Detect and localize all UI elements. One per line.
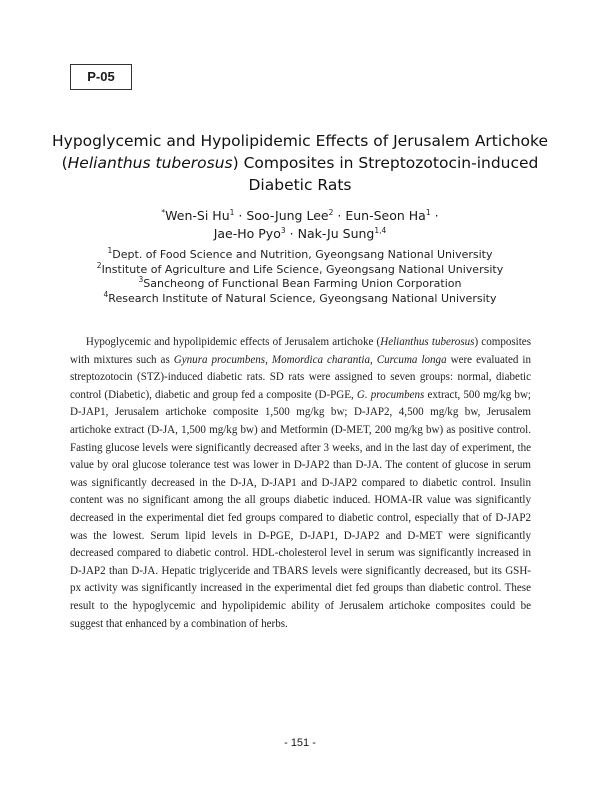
abstract-italic: G. procumbens [356,388,425,401]
affiliation-text: Dept. of Food Science and Nutrition, Gyeongsang National University [112,248,493,261]
abstract-paragraph [70,334,531,633]
author-name: Wen-Si Hu [165,208,230,223]
title-species: Helianthus tuberosus [67,154,233,172]
author-name: Soo-Jung Lee [246,208,329,223]
title-line-2-rest: ) Composites in Streptozotocin-induced [232,154,539,172]
affiliation-text: Research Institute of Natural Science, Gyeongsang National University [108,291,497,305]
title-line-2 [40,152,560,174]
author-line-1 [40,207,560,225]
title-line-3: Diabetic Rats [248,176,352,194]
affiliation-text: Sancheong of Functional Bean Farming Union Corporation [143,277,462,291]
author-line-2 [40,225,560,243]
author-name: Jae-Ho Pyo [213,226,281,241]
author-sup: 1 [229,208,235,217]
paper-title [40,130,560,196]
affiliation-item [40,260,560,278]
affiliation-item [40,248,560,263]
abstract-italic: Helianthus tuberosus [380,336,475,348]
title-paren-open: ( [61,154,68,172]
author-list [40,207,560,243]
abstract-text: were evaluated in streptozotocin (STZ)-induced diabetic rats. SD rats were assigned to seven groups: normal, diabetic control (Diabetic), diabetic and group fed a composite (D-PGE, [70,353,531,401]
abstract-italic: Gynura procumbens, Momordica charantia, Curcuma longa [173,353,447,366]
affiliation-list [40,248,560,306]
abstract-text: ) composites with mixtures such as [70,336,532,366]
author-sup: 1 [425,208,431,217]
abstract-text: extract, 500 mg/kg bw; D-JAP1, Jerusalem artichoke composite 1,500 mg/kg bw; D-JAP2, 4,500 mg/kg bw, Jerusalem artichoke extract (D-JA, 1,500 mg/kg bw) and Metformin (D-MET, 200 mg/kg bw) as positive control. Fasting glucose levels were significantly decreased after 3 weeks, and in the last day of experiment, the value by oral glucose tolerance test was lower in D-JAP2 than D-JA. The content of glucose in serum was significantly decreased in the D-JA, D-JAP1 and D-JAP2 compared to diabetic control. Insulin content was no significant among the all groups diabetic induced. HOMA-IR value was significantly decreased in the experimental diet fed groups compared to diabetic control, especially that of D-JAP2 was the lowest. Serum lipid levels in D-PGE, D-JAP1, D-JAP2 and D-MET were significantly decreased compared to diabetic control. HDL-cholesterol level in serum was significantly increased in D-JAP2 than D-JA. Hepatic triglyceride and TBARS levels were significantly decreased, but its GSH-px activity was significantly increased in the experimental diet fed groups than diabetic control. These result to the hypoglycemic and hypolipidemic ability of Jerusalem artichoke composites could be suggest that enhanced by a combination of herbs. [70,388,531,630]
corresponding-mark: * [161,208,166,217]
page-number: - 151 - [284,737,316,749]
author-separator: · [238,208,243,223]
author-name: Nak-Ju Sung [297,226,375,241]
author-separator: · [434,208,439,223]
title-line-1: Hypoglycemic and Hypolipidemic Effects of Jerusalem Artichoke [52,132,548,150]
affiliation-sup: 4 [103,289,109,299]
author-sup: 2 [328,208,334,217]
author-separator: · [337,208,342,223]
poster-code: P-05 [87,69,115,84]
affiliation-sup: 3 [138,275,144,285]
author-sup: 3 [280,226,286,235]
poster-code-box [70,64,132,90]
affiliation-sup: 2 [96,260,102,270]
affiliation-text: Institute of Agriculture and Life Science, Gyeongsang National University [101,262,504,276]
affiliation-item [40,289,560,307]
author-separator: · [289,226,294,241]
abstract-text: Hypoglycemic and hypolipidemic effects of Jerusalem artichoke ( [85,336,381,348]
affiliation-item [40,277,560,292]
author-sup: 1,4 [374,226,387,235]
author-name: Eun-Seon Ha [345,208,426,223]
affiliation-sup: 1 [107,246,113,255]
